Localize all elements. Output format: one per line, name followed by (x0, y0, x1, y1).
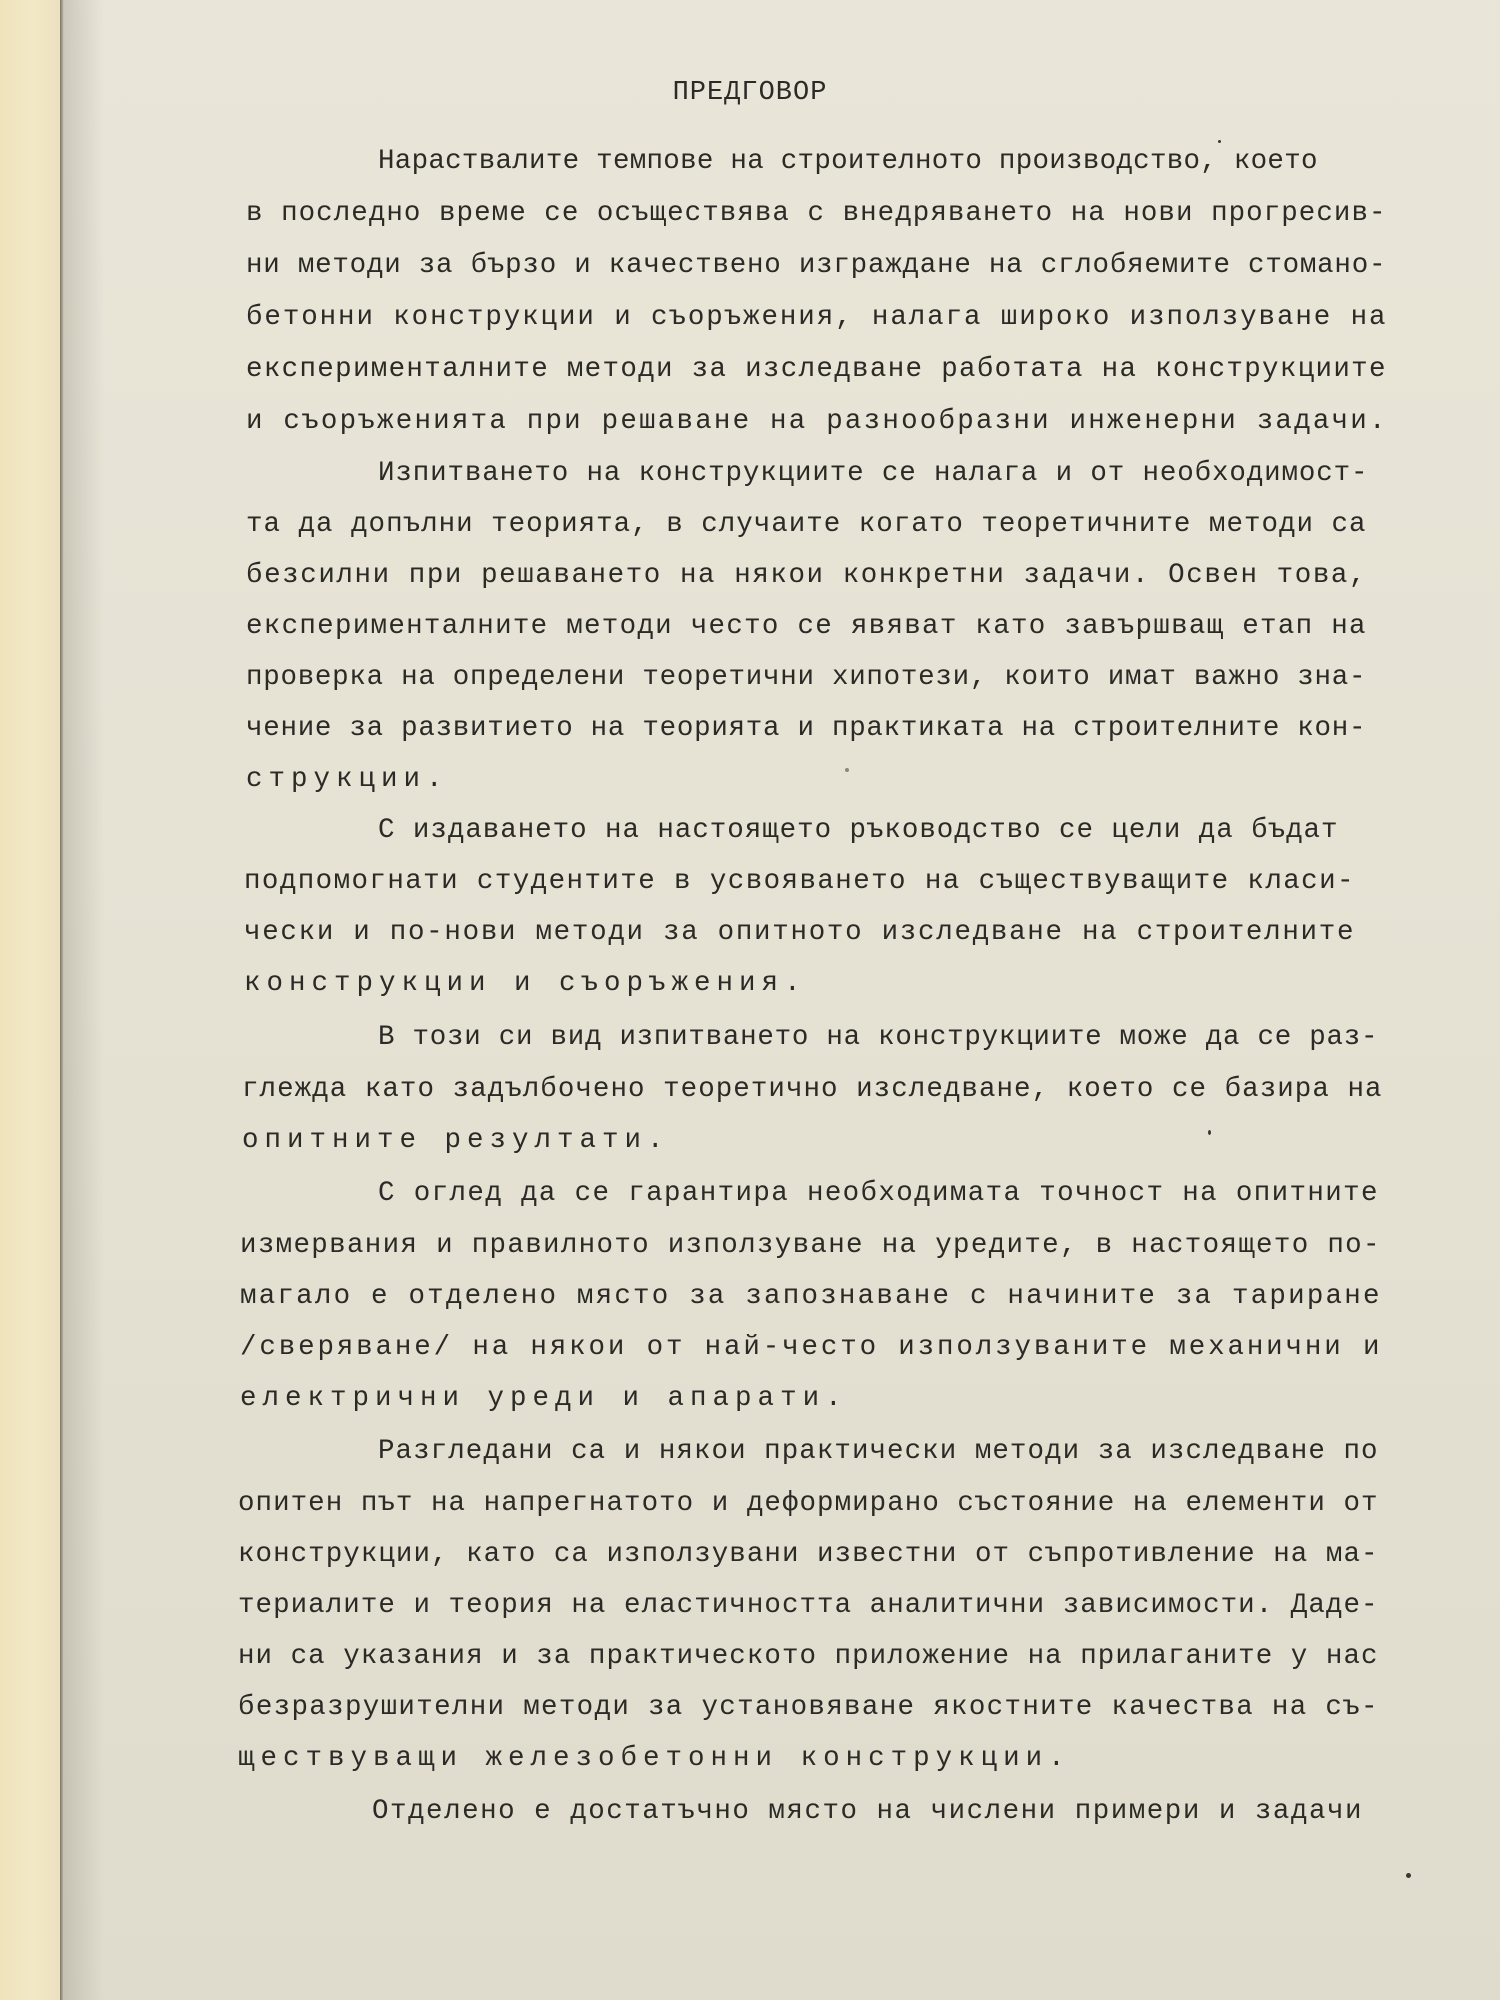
text-line: С оглед да се гарантира необходимата точност на опитните (378, 1178, 1379, 1209)
text-line: конструкции, като са използувани известни от съпротивление на ма- (238, 1539, 1379, 1570)
text-line: безсилни при решаването на някои конкретни задачи. Освен това, (246, 560, 1368, 591)
text-line: Отделено е достатъчно място на числени примери и задачи (372, 1796, 1364, 1827)
facing-page-edge (0, 0, 62, 2000)
document-title: ПРЕДГОВОР (672, 78, 828, 108)
text-line: та да допълни теорията, в случаите когато теоретичните методи са (246, 509, 1367, 540)
text-line: чески и по-нови методи за опитното изследване на строителните (244, 917, 1356, 948)
text-line: конструкции и съоръжения. (244, 968, 807, 999)
text-line: бетонни конструкции и съоръжения, налага широко използуване на (246, 302, 1388, 333)
text-line: опитните резултати. (242, 1125, 670, 1156)
text-line: /сверяване/ на някои от най-често използуваните механични и (240, 1332, 1383, 1363)
text-line: ществуващи железобетонни конструкции. (238, 1743, 1071, 1774)
text-line: глежда като задълбочено теоретично изследване, което се базира на (242, 1074, 1383, 1105)
text-line: проверка на определени теоретични хипотези, които имат важно зна- (246, 662, 1367, 693)
text-line: струкции. (246, 764, 449, 795)
text-line: Разгледани са и някои практически методи за изследване по (378, 1436, 1379, 1467)
text-line: измервания и правилното използуване на уредите, в настоящето по- (240, 1230, 1381, 1261)
text-line: чение за развитието на теорията и практиката на строителните кон- (246, 713, 1367, 744)
text-line: подпомогнати студентите в усвояването на съществуващите класи- (244, 866, 1355, 897)
paper-speck (1208, 1130, 1211, 1135)
text-line: магало е отделено място за запознаване с начините за тариране (240, 1281, 1382, 1312)
text-line: Изпитването на конструкциите се налага и от необходимост- (378, 458, 1369, 489)
text-line: Нараствалите темпове на строителното производство, което (378, 146, 1318, 177)
paper-speck (1218, 140, 1221, 143)
text-line: ни са указания и за практическото приложение на прилаганите у нас (238, 1641, 1379, 1672)
text-line: електрични уреди и апарати. (240, 1383, 848, 1414)
text-line: С издаването на настоящето ръководство се цели да бъдат (378, 815, 1339, 846)
paper-speck (845, 768, 849, 772)
text-line: безразрушителни методи за установяване якостните качества на съ- (238, 1692, 1379, 1723)
text-line: В този си вид изпитването на конструкциите може да се раз- (378, 1022, 1379, 1053)
text-line: опитен път на напрегнатото и деформирано състояние на елементи от (238, 1488, 1379, 1519)
text-line: териалите и теория на еластичността аналитични зависимости. Даде- (238, 1590, 1379, 1621)
text-line: експерименталните методи често се явяват като завършващ етап на (246, 611, 1367, 642)
text-line: и съоръженията при решаване на разнообразни инженерни задачи. (246, 406, 1388, 437)
page-curl-shadow (64, 0, 104, 2000)
text-line: в последно време се осъществява с внедряването на нови прогресив- (246, 198, 1387, 229)
paper-speck (1406, 1873, 1411, 1878)
text-line: експерименталните методи за изследване работата на конструкциите (246, 354, 1387, 385)
text-line: ни методи за бързо и качествено изграждане на сглобяемите стомано- (246, 250, 1387, 281)
